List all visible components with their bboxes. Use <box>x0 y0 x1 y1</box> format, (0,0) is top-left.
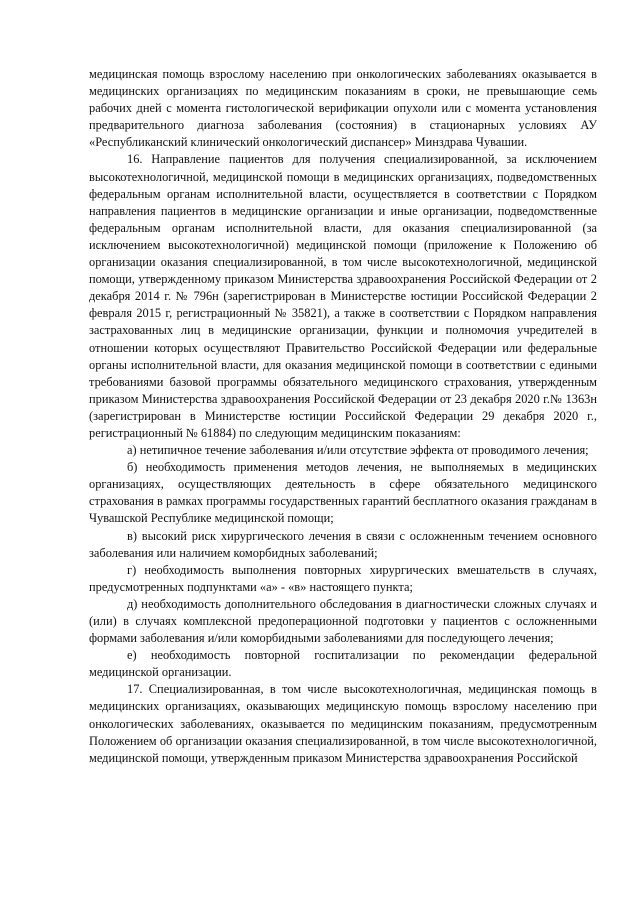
list-item-b: б) необходимость применения методов лечения, не выполняемых в медицинских организациях, осуществляющих деятельность в сфере обязательного медицинского страхования в рамках программы государственных гарантий бесплатного оказания гражданам в Чувашской Республике медицинской помощи; <box>89 460 597 526</box>
list-item-v: в) высокий риск хирургического лечения в связи с осложненным течением основного заболевания или наличием коморбидных заболеваний; <box>89 528 597 560</box>
list-item-e: е) необходимость повторной госпитализации по рекомендации федеральной медицинской организации. <box>89 648 597 680</box>
list-item-d: д) необходимость дополнительного обследования в диагностически сложных случаях и (или) в случаях комплексной предоперационной подготовки у пациентов с осложненными формами заболевания и/или коморбидными заболеваниями для последующего лечения; <box>89 596 597 646</box>
paragraph-continuation: медицинская помощь взрослому населению при онкологических заболеваниях оказывается в медицинских организациях по медицинским показаниям в сроки, не превышающие семь рабочих дней с момента гистологической верификации опухоли или с момента установления предварительного диагноза заболевания (состояния) в стационарных условиях АУ «Республиканский клинический онкологический диспансер» Минздрава Чувашии. <box>89 67 597 150</box>
document-page <box>89 66 597 767</box>
list-item-a: а) нетипичное течение заболевания и/или отсутствие эффекта от проводимого лечения; <box>127 443 589 458</box>
paragraph-17: 17. Специализированная, в том числе высокотехнологичная, медицинская помощь в медицинских организациях, оказывающих медицинскую помощь взрослому населению при онкологических заболеваниях, оказывается по медицинским показаниям, предусмотренным Положением об организации оказания специализированной, в том числе высокотехнологичной, медицинской помощи, утвержденным приказом Министерства здравоохранения Российской <box>89 682 597 765</box>
paragraph-16: 16. Направление пациентов для получения специализированной, за исключением высокотехнологичной, медицинской помощи в медицинских организациях, подведомственных федеральным органам исполнительной власти, осуществляется в соответствии с Порядком направления пациентов в медицинские организации и иные организации, подведомственные федеральным органам исполнительной власти, для оказания специализированной (за исключением высокотехнологичной) медицинской помощи (приложение к Положению об организации оказания специализированной, в том числе высокотехнологичной, медицинской помощи, утвержденному приказом Министерства здравоохранения Российской Федерации от 2 декабря 2014 г. № 796н (зарегистрирован в Министерстве юстиции Российской Федерации 2 февраля 2015 г, регистрационный № 35821), а также в соответствии с Порядком направления застрахованных лиц в медицинские организации, функции и полномочия учредителей в отношении которых осуществляют Правительство Российской Федерации или федеральные органы исполнительной власти, для оказания медицинской помощи в соответствии с едиными требованиями базовой программы обязательного медицинского страхования, утвержденным приказом Министерства здравоохранения Российской Федерации от 23 декабря 2020 г.№ 1363н (зарегистрирован в Министерстве юстиции Российской Федерации 29 декабря 2020 г., регистрационный № 61884) по следующим медицинским показаниям: <box>89 152 597 440</box>
list-item-g: г) необходимость выполнения повторных хирургических вмешательств в случаях, предусмотренных подпунктами «а» - «в» настоящего пункта; <box>89 562 597 594</box>
